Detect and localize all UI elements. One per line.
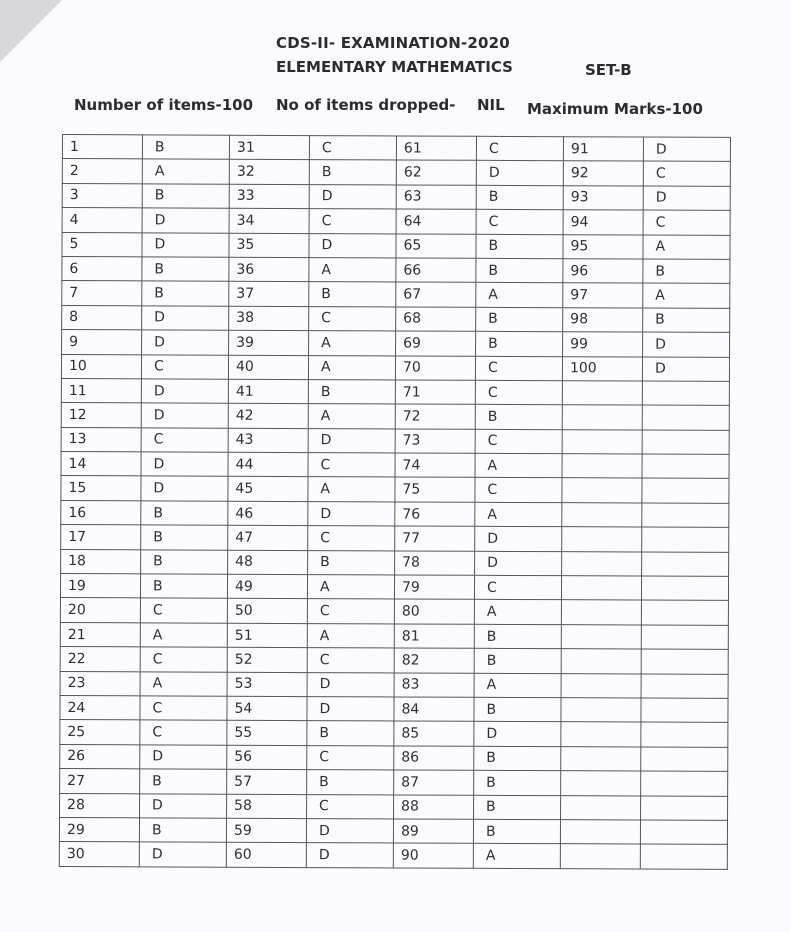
question-number-cell: 7 bbox=[62, 281, 142, 306]
question-number-cell: 39 bbox=[229, 330, 309, 355]
answer-cell: B bbox=[142, 135, 229, 160]
question-number-cell bbox=[562, 503, 642, 528]
answer-cell: B bbox=[476, 234, 563, 259]
table-row bbox=[60, 598, 728, 625]
answer-cell: D bbox=[642, 357, 729, 382]
answer-cell bbox=[641, 576, 728, 601]
answer-cell: C bbox=[307, 794, 394, 819]
answer-cell: A bbox=[308, 355, 395, 380]
answer-cell: A bbox=[308, 477, 395, 502]
question-number-cell: 30 bbox=[59, 842, 139, 867]
answer-cell: D bbox=[474, 722, 561, 747]
question-number-cell: 20 bbox=[60, 598, 140, 623]
question-number-cell: 71 bbox=[395, 380, 475, 405]
question-number-cell: 54 bbox=[227, 696, 307, 721]
table-row bbox=[61, 452, 729, 479]
table-row bbox=[60, 769, 728, 796]
answer-cell: D bbox=[307, 672, 394, 697]
question-number-cell bbox=[561, 624, 641, 649]
answer-cell: B bbox=[473, 819, 560, 844]
answer-key-table bbox=[59, 134, 731, 870]
answer-cell: B bbox=[474, 624, 561, 649]
question-number-cell bbox=[561, 600, 641, 625]
question-number-cell: 18 bbox=[61, 549, 141, 574]
answer-cell bbox=[640, 820, 727, 845]
answer-cell bbox=[641, 722, 728, 747]
question-number-cell: 44 bbox=[228, 452, 308, 477]
question-number-cell: 27 bbox=[60, 769, 140, 794]
question-number-cell: 40 bbox=[228, 355, 308, 380]
answer-cell bbox=[642, 503, 729, 528]
answer-cell: B bbox=[474, 697, 561, 722]
question-number-cell: 79 bbox=[394, 575, 474, 600]
answer-cell: D bbox=[141, 403, 228, 428]
question-number-cell: 52 bbox=[227, 647, 307, 672]
table-row bbox=[61, 403, 729, 430]
question-number-cell: 1 bbox=[62, 135, 142, 160]
question-number-cell: 35 bbox=[229, 233, 309, 258]
question-number-cell bbox=[562, 381, 642, 406]
items-dropped-label: No of items dropped- bbox=[276, 96, 456, 114]
answer-cell: A bbox=[140, 671, 227, 696]
question-number-cell: 38 bbox=[229, 306, 309, 331]
answer-cell: B bbox=[476, 331, 563, 356]
answer-cell: D bbox=[306, 819, 393, 844]
answer-cell: C bbox=[307, 745, 394, 770]
question-number-cell: 5 bbox=[62, 232, 142, 257]
answer-cell: C bbox=[140, 720, 227, 745]
answer-cell: C bbox=[308, 453, 395, 478]
answer-cell: C bbox=[309, 306, 396, 331]
answer-cell: D bbox=[308, 428, 395, 453]
answer-cell: B bbox=[309, 282, 396, 307]
answer-cell bbox=[642, 405, 729, 430]
answer-cell bbox=[641, 649, 728, 674]
question-number-cell: 73 bbox=[395, 429, 475, 454]
answer-cell bbox=[642, 552, 729, 577]
answer-cell: D bbox=[476, 161, 563, 186]
table-row bbox=[60, 793, 728, 820]
answer-cell: C bbox=[308, 526, 395, 551]
question-number-cell: 82 bbox=[394, 648, 474, 673]
answer-cell: D bbox=[141, 476, 228, 501]
question-number-cell: 42 bbox=[228, 404, 308, 429]
question-number-cell: 57 bbox=[227, 769, 307, 794]
table-row bbox=[60, 671, 728, 698]
question-number-cell: 66 bbox=[396, 258, 476, 283]
question-number-cell: 87 bbox=[394, 770, 474, 795]
question-number-cell: 72 bbox=[395, 404, 475, 429]
question-number-cell: 23 bbox=[60, 671, 140, 696]
question-number-cell: 49 bbox=[227, 574, 307, 599]
question-number-cell: 3 bbox=[62, 183, 142, 208]
question-number-cell: 59 bbox=[226, 818, 306, 843]
question-number-cell: 75 bbox=[395, 477, 475, 502]
table-row bbox=[62, 135, 730, 162]
answer-cell: B bbox=[139, 818, 226, 843]
question-number-cell: 36 bbox=[229, 257, 309, 282]
answer-cell: A bbox=[309, 331, 396, 356]
question-number-cell: 29 bbox=[59, 817, 139, 842]
question-number-cell bbox=[561, 795, 641, 820]
answer-cell: C bbox=[476, 136, 563, 161]
answer-cell: B bbox=[474, 649, 561, 674]
question-number-cell: 51 bbox=[227, 623, 307, 648]
table-row bbox=[62, 256, 730, 283]
question-number-cell: 15 bbox=[61, 476, 141, 501]
answer-cell bbox=[642, 454, 729, 479]
table-row bbox=[60, 720, 728, 747]
answer-cell: D bbox=[141, 379, 228, 404]
answer-cell bbox=[641, 698, 728, 723]
answer-cell: A bbox=[474, 600, 561, 625]
answer-cell: C bbox=[307, 599, 394, 624]
question-number-cell: 65 bbox=[396, 234, 476, 259]
answer-cell: A bbox=[142, 159, 229, 184]
answer-cell: B bbox=[141, 501, 228, 526]
table-row bbox=[62, 183, 730, 210]
question-number-cell: 48 bbox=[228, 550, 308, 575]
table-row bbox=[59, 817, 727, 844]
answer-cell: A bbox=[307, 623, 394, 648]
question-number-cell: 4 bbox=[62, 208, 142, 233]
answer-cell: C bbox=[475, 356, 562, 381]
question-number-cell: 88 bbox=[394, 795, 474, 820]
question-number-cell: 95 bbox=[563, 234, 643, 259]
question-number-cell: 61 bbox=[396, 136, 476, 161]
answer-cell: B bbox=[308, 550, 395, 575]
answer-cell: A bbox=[643, 283, 730, 308]
answer-cell: A bbox=[476, 283, 563, 308]
question-number-cell: 32 bbox=[229, 160, 309, 185]
answer-cell: C bbox=[141, 428, 228, 453]
answer-cell: C bbox=[475, 478, 562, 503]
question-number-cell bbox=[562, 551, 642, 576]
table-row bbox=[59, 842, 727, 869]
table-row bbox=[62, 232, 730, 259]
question-number-cell: 89 bbox=[393, 819, 473, 844]
set-label: SET-B bbox=[585, 61, 632, 79]
answer-cell: A bbox=[309, 258, 396, 283]
question-number-cell: 81 bbox=[394, 624, 474, 649]
question-number-cell bbox=[560, 844, 640, 869]
answer-cell: D bbox=[307, 697, 394, 722]
answer-cell: C bbox=[140, 696, 227, 721]
answer-cell: D bbox=[643, 186, 730, 211]
question-number-cell: 16 bbox=[61, 500, 141, 525]
question-number-cell: 67 bbox=[396, 282, 476, 307]
table-row bbox=[61, 549, 729, 576]
answer-cell: B bbox=[141, 549, 228, 574]
question-number-cell: 25 bbox=[60, 720, 140, 745]
question-number-cell: 92 bbox=[563, 161, 643, 186]
question-number-cell: 41 bbox=[228, 379, 308, 404]
question-number-cell: 56 bbox=[227, 745, 307, 770]
question-number-cell: 47 bbox=[228, 525, 308, 550]
question-number-cell: 22 bbox=[60, 647, 140, 672]
answer-cell: D bbox=[306, 843, 393, 868]
answer-cell: C bbox=[643, 161, 730, 186]
table-row bbox=[62, 281, 730, 308]
table-row bbox=[60, 622, 728, 649]
answer-cell bbox=[641, 796, 728, 821]
question-number-cell: 10 bbox=[61, 354, 141, 379]
answer-cell: B bbox=[476, 258, 563, 283]
question-number-cell bbox=[562, 527, 642, 552]
table-row bbox=[61, 354, 729, 381]
question-number-cell: 98 bbox=[563, 307, 643, 332]
question-number-cell bbox=[561, 722, 641, 747]
table-row bbox=[62, 330, 730, 357]
answer-cell: A bbox=[474, 673, 561, 698]
answer-cell bbox=[641, 771, 728, 796]
question-number-cell: 62 bbox=[396, 160, 476, 185]
question-number-cell: 74 bbox=[395, 453, 475, 478]
question-number-cell: 55 bbox=[227, 721, 307, 746]
question-number-cell bbox=[560, 820, 640, 845]
table-row bbox=[62, 159, 730, 186]
answer-cell: D bbox=[140, 745, 227, 770]
question-number-cell: 84 bbox=[394, 697, 474, 722]
question-number-cell bbox=[562, 405, 642, 430]
table-row bbox=[60, 574, 728, 601]
answer-cell bbox=[642, 479, 729, 504]
answer-cell: D bbox=[309, 233, 396, 258]
answer-cell: D bbox=[309, 184, 396, 209]
table-row bbox=[62, 305, 730, 332]
table-row bbox=[62, 208, 730, 235]
question-number-cell: 50 bbox=[227, 599, 307, 624]
question-number-cell: 91 bbox=[563, 137, 643, 162]
question-number-cell: 26 bbox=[60, 744, 140, 769]
answer-cell: D bbox=[142, 330, 229, 355]
answer-cell: C bbox=[643, 210, 730, 235]
question-number-cell: 96 bbox=[563, 259, 643, 284]
answer-cell: B bbox=[475, 405, 562, 430]
answer-cell: B bbox=[474, 770, 561, 795]
answer-cell: D bbox=[141, 452, 228, 477]
answer-cell: B bbox=[307, 770, 394, 795]
answer-cell: B bbox=[140, 769, 227, 794]
question-number-cell: 6 bbox=[62, 256, 142, 281]
question-number-cell: 85 bbox=[394, 721, 474, 746]
answer-cell bbox=[642, 381, 729, 406]
answer-cell: B bbox=[142, 281, 229, 306]
question-number-cell: 45 bbox=[228, 477, 308, 502]
answer-cell: D bbox=[643, 332, 730, 357]
answer-cell: B bbox=[476, 307, 563, 332]
answer-cell: C bbox=[140, 647, 227, 672]
question-number-cell: 53 bbox=[227, 672, 307, 697]
question-number-cell: 11 bbox=[61, 378, 141, 403]
question-number-cell: 14 bbox=[61, 452, 141, 477]
answer-cell: C bbox=[140, 598, 227, 623]
answer-cell: B bbox=[141, 525, 228, 550]
question-number-cell: 43 bbox=[228, 428, 308, 453]
question-number-cell bbox=[561, 576, 641, 601]
table-row bbox=[61, 476, 729, 503]
question-number-cell: 80 bbox=[394, 599, 474, 624]
question-number-cell: 8 bbox=[62, 305, 142, 330]
question-number-cell: 99 bbox=[563, 332, 643, 357]
answer-cell: D bbox=[142, 208, 229, 233]
answer-cell: B bbox=[309, 160, 396, 185]
answer-cell: B bbox=[474, 746, 561, 771]
question-number-cell bbox=[561, 746, 641, 771]
maximum-marks: Maximum Marks-100 bbox=[527, 100, 703, 118]
question-number-cell: 90 bbox=[393, 843, 473, 868]
answer-cell: B bbox=[142, 257, 229, 282]
answer-cell bbox=[641, 674, 728, 699]
answer-cell: A bbox=[475, 502, 562, 527]
answer-cell: D bbox=[142, 232, 229, 257]
answer-cell: C bbox=[309, 209, 396, 234]
answer-cell: B bbox=[140, 574, 227, 599]
answer-cell bbox=[640, 844, 727, 869]
question-number-cell bbox=[562, 429, 642, 454]
question-number-cell: 13 bbox=[61, 427, 141, 452]
question-number-cell: 78 bbox=[395, 551, 475, 576]
answer-cell: D bbox=[139, 842, 226, 867]
question-number-cell bbox=[561, 649, 641, 674]
exam-title: CDS-II- EXAMINATION-2020 bbox=[276, 34, 510, 52]
question-number-cell: 46 bbox=[228, 501, 308, 526]
question-number-cell: 28 bbox=[60, 793, 140, 818]
table-row bbox=[60, 744, 728, 771]
answer-cell: A bbox=[475, 453, 562, 478]
question-number-cell bbox=[561, 698, 641, 723]
answer-cell: B bbox=[643, 308, 730, 333]
answer-cell: B bbox=[643, 259, 730, 284]
question-number-cell: 21 bbox=[60, 622, 140, 647]
answer-cell bbox=[642, 527, 729, 552]
answer-cell: A bbox=[307, 575, 394, 600]
number-of-items: Number of items-100 bbox=[74, 96, 254, 114]
question-number-cell: 86 bbox=[394, 746, 474, 771]
answer-cell: C bbox=[475, 380, 562, 405]
answer-cell: A bbox=[473, 844, 560, 869]
answer-cell: A bbox=[643, 235, 730, 260]
question-number-cell: 77 bbox=[395, 526, 475, 551]
table-row bbox=[61, 427, 729, 454]
answer-cell bbox=[642, 430, 729, 455]
question-number-cell: 69 bbox=[396, 331, 476, 356]
question-number-cell: 60 bbox=[226, 843, 306, 868]
answer-cell bbox=[641, 600, 728, 625]
answer-cell: B bbox=[307, 721, 394, 746]
answer-cell: D bbox=[643, 137, 730, 162]
answer-cell: C bbox=[476, 209, 563, 234]
table-row bbox=[60, 647, 728, 674]
question-number-cell: 33 bbox=[229, 184, 309, 209]
question-number-cell bbox=[562, 454, 642, 479]
question-number-cell bbox=[561, 771, 641, 796]
question-number-cell: 58 bbox=[227, 794, 307, 819]
question-number-cell: 68 bbox=[396, 307, 476, 332]
answer-cell: D bbox=[475, 551, 562, 576]
answer-cell: A bbox=[140, 623, 227, 648]
question-number-cell: 97 bbox=[563, 283, 643, 308]
answer-cell: C bbox=[141, 354, 228, 379]
answer-cell: D bbox=[475, 527, 562, 552]
question-number-cell: 37 bbox=[229, 282, 309, 307]
answer-cell: A bbox=[308, 404, 395, 429]
question-number-cell: 34 bbox=[229, 208, 309, 233]
question-number-cell: 70 bbox=[395, 355, 475, 380]
question-number-cell: 12 bbox=[61, 403, 141, 428]
answer-cell: C bbox=[309, 136, 396, 161]
question-number-cell: 17 bbox=[61, 525, 141, 550]
table-row bbox=[61, 378, 729, 405]
answer-cell: B bbox=[308, 379, 395, 404]
question-number-cell: 94 bbox=[563, 210, 643, 235]
question-number-cell: 64 bbox=[396, 209, 476, 234]
answer-cell: B bbox=[142, 184, 229, 209]
answer-cell: C bbox=[474, 575, 561, 600]
question-number-cell: 83 bbox=[394, 673, 474, 698]
question-number-cell: 63 bbox=[396, 185, 476, 210]
question-number-cell: 19 bbox=[60, 574, 140, 599]
question-number-cell bbox=[562, 478, 642, 503]
table-row bbox=[61, 500, 729, 527]
items-dropped-value: NIL bbox=[477, 96, 505, 114]
subject-title: ELEMENTARY MATHEMATICS bbox=[276, 58, 513, 76]
answer-cell: B bbox=[476, 185, 563, 210]
answer-cell: D bbox=[142, 306, 229, 331]
table-row bbox=[61, 525, 729, 552]
question-number-cell: 31 bbox=[229, 135, 309, 160]
question-number-cell: 9 bbox=[62, 330, 142, 355]
answer-cell: C bbox=[307, 648, 394, 673]
question-number-cell: 76 bbox=[395, 502, 475, 527]
answer-cell bbox=[641, 625, 728, 650]
answer-cell: D bbox=[140, 793, 227, 818]
question-number-cell: 24 bbox=[60, 695, 140, 720]
question-number-cell: 2 bbox=[62, 159, 142, 184]
answer-cell: D bbox=[308, 501, 395, 526]
answer-cell bbox=[641, 747, 728, 772]
folded-page-corner bbox=[0, 0, 62, 62]
question-number-cell: 93 bbox=[563, 185, 643, 210]
question-number-cell: 100 bbox=[562, 356, 642, 381]
answer-cell: C bbox=[475, 429, 562, 454]
answer-cell: B bbox=[474, 795, 561, 820]
question-number-cell bbox=[561, 673, 641, 698]
table-row bbox=[60, 695, 728, 722]
